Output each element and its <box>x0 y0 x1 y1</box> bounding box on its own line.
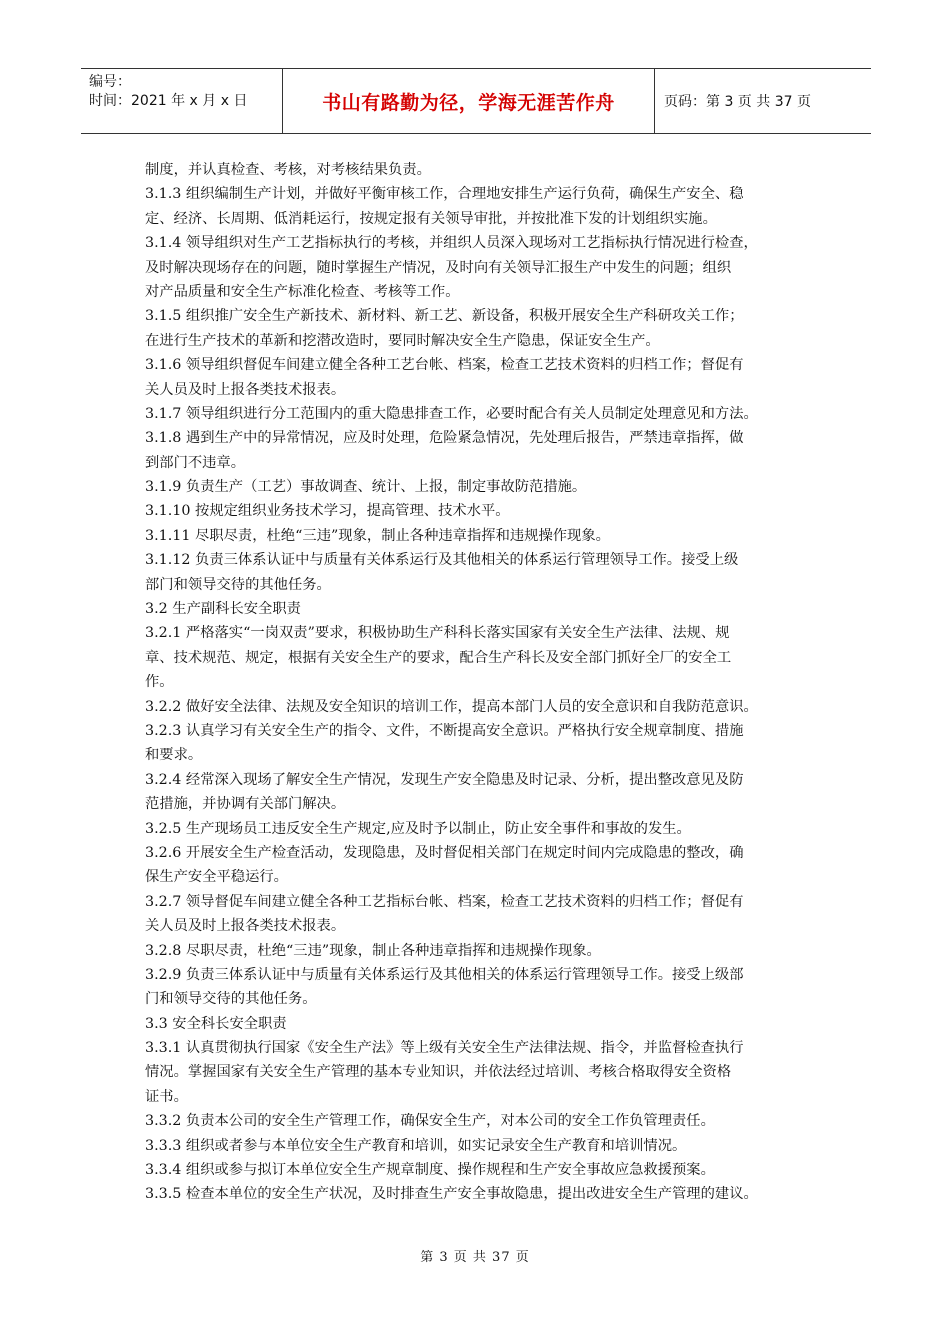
body-text-line: 关人员及时上报各类技术报表。 <box>145 918 346 935</box>
document-header <box>81 68 871 134</box>
body-text-line: 制度，并认真检查、考核，对考核结果负责。 <box>145 162 431 178</box>
document-number-label: 编号： <box>89 74 131 90</box>
header-page-code: 页码：第 3 页 共 37 页 <box>664 94 811 110</box>
body-text-line: 作。 <box>145 674 174 691</box>
header-motto: 书山有路勤为径，学海无涯苦作舟 <box>283 69 655 133</box>
body-text-line: 3.3.4 组织或参与拟订本单位安全生产规章制度、操作规程和生产安全事故应急救援预案。 <box>145 1162 715 1179</box>
body-text-line: 保生产安全平稳运行。 <box>145 869 288 886</box>
body-text-line: 在进行生产技术的革新和挖潜改造时，要同时解决安全生产隐患，保证安全生产。 <box>145 332 660 349</box>
body-text-line: 3.3.3 组织或者参与本单位安全生产教育和培训，如实记录安全生产教育和培训情况。 <box>145 1137 687 1154</box>
body-text-line: 门和领导交待的其他任务。 <box>145 991 317 1008</box>
body-text-line: 证书。 <box>145 1088 188 1105</box>
body-text-line: 到部门不违章。 <box>145 454 246 471</box>
body-text-line: 3.1.8 遇到生产中的异常情况，应及时处理，危险紧急情况，先处理后报告，严禁违章指挥，做 <box>145 430 744 447</box>
body-text-line: 情况。掌握国家有关安全生产管理的基本专业知识，并依法经过培训、考核合格取得安全资格 <box>145 1064 732 1081</box>
body-text-line: 3.3.2 负责本公司的安全生产管理工作，确保安全生产，对本公司的安全工作负管理责任。 <box>145 1113 715 1130</box>
body-text-line: 3.2.6 开展安全生产检查活动，发现隐患，及时督促相关部门在规定时间内完成隐患的整改，确 <box>145 844 744 861</box>
body-text-line: 3.2.9 负责三体系认证中与质量有关体系运行及其他相关的体系运行管理领导工作。接受上级部 <box>145 966 744 983</box>
body-text-line: 3.3.1 认真贯彻执行国家《安全生产法》等上级有关安全生产法律法规、指令，并监督检查执行 <box>145 1040 744 1057</box>
document-body <box>145 158 813 1207</box>
body-text-line: 对产品质量和安全生产标准化检查、考核等工作。 <box>145 283 460 300</box>
body-text-line: 章、技术规范、规定，根据有关安全生产的要求，配合生产科长及安全部门抓好全厂的安全工 <box>145 649 732 666</box>
body-text-line: 3.2.7 领导督促车间建立健全各种工艺指标台帐、档案，检查工艺技术资料的归档工作；督促有 <box>145 893 744 910</box>
body-text-line: 3.1.12 负责三体系认证中与质量有关体系运行及其他相关的体系运行管理领导工作。接受上级 <box>145 552 739 569</box>
body-text-line: 和要求。 <box>145 747 203 764</box>
body-text-line: 及时解决现场存在的问题，随时掌握生产情况，及时向有关领导汇报生产中发生的问题；组织 <box>145 259 732 276</box>
body-text-line: 3.2.4 经常深入现场了解安全生产情况，发现生产安全隐患及时记录、分析，提出整改意见及防 <box>145 771 744 788</box>
body-text-line: 3.2.8 尽职尽责，杜绝“三违”现象，制止各种违章指挥和违规操作现象。 <box>145 942 601 959</box>
body-text-line: 3.1.4 领导组织对生产工艺指标执行的考核，并组织人员深入现场对工艺指标执行情况进行检查， <box>145 235 758 252</box>
body-text-line: 关人员及时上报各类技术报表。 <box>145 381 346 398</box>
header-meta <box>81 69 283 133</box>
body-text-line: 3.2.5 生产现场员工违反安全生产规定,应及时予以制止，防止安全事件和事故的发生。 <box>145 820 691 837</box>
body-text-line: 3.1.3 组织编制生产计划，并做好平衡审核工作，合理地安排生产运行负荷，确保生产安全、稳 <box>145 186 744 203</box>
body-text-line: 3.2.1 严格落实“一岗双责”要求，积极协助生产科科长落实国家有关安全生产法律、法规、规 <box>145 625 730 642</box>
body-text-line: 3.1.10 按规定组织业务技术学习，提高管理、技术水平。 <box>145 503 510 520</box>
body-text-line: 3.1.9 负责生产（工艺）事故调查、统计、上报，制定事故防范措施。 <box>145 479 587 496</box>
body-text-line: 3.2 生产副科长安全职责 <box>145 601 301 618</box>
body-text-line: 3.1.11 尽职尽责，杜绝“三违”现象，制止各种违章指挥和违规操作现象。 <box>145 527 610 544</box>
body-text-line: 3.1.7 领导组织进行分工范围内的重大隐患排查工作，必要时配合有关人员制定处理意见和方法。 <box>145 405 758 422</box>
page-footer: 第 3 页 共 37 页 <box>420 1250 530 1265</box>
body-text-line: 3.2.2 做好安全法律、法规及安全知识的培训工作，提高本部门人员的安全意识和自我防范意识。 <box>145 698 758 715</box>
body-text-line: 3.2.3 认真学习有关安全生产的指令、文件，不断提高安全意识。严格执行安全规章制度、措施 <box>145 722 744 739</box>
body-text-line: 定、经济、长周期、低消耗运行，按规定报有关领导审批，并按批准下发的计划组织实施。 <box>145 210 717 227</box>
body-text-line: 部门和领导交待的其他任务。 <box>145 576 331 593</box>
document-date: 时间：2021 年 x 月 x 日 <box>89 93 248 109</box>
body-text-line: 3.3 安全科长安全职责 <box>145 1015 287 1032</box>
body-text-line: 3.3.5 检查本单位的安全生产状况，及时排查生产安全事故隐患，提出改进安全生产管理的建议。 <box>145 1186 758 1203</box>
body-text-line: 范措施，并协调有关部门解决。 <box>145 796 346 813</box>
body-text-line: 3.1.5 组织推广安全生产新技术、新材料、新工艺、新设备，积极开展安全生产科研攻关工作； <box>145 308 744 325</box>
body-text-line: 3.1.6 领导组织督促车间建立健全各种工艺台帐、档案，检查工艺技术资料的归档工作；督促有 <box>145 357 744 374</box>
